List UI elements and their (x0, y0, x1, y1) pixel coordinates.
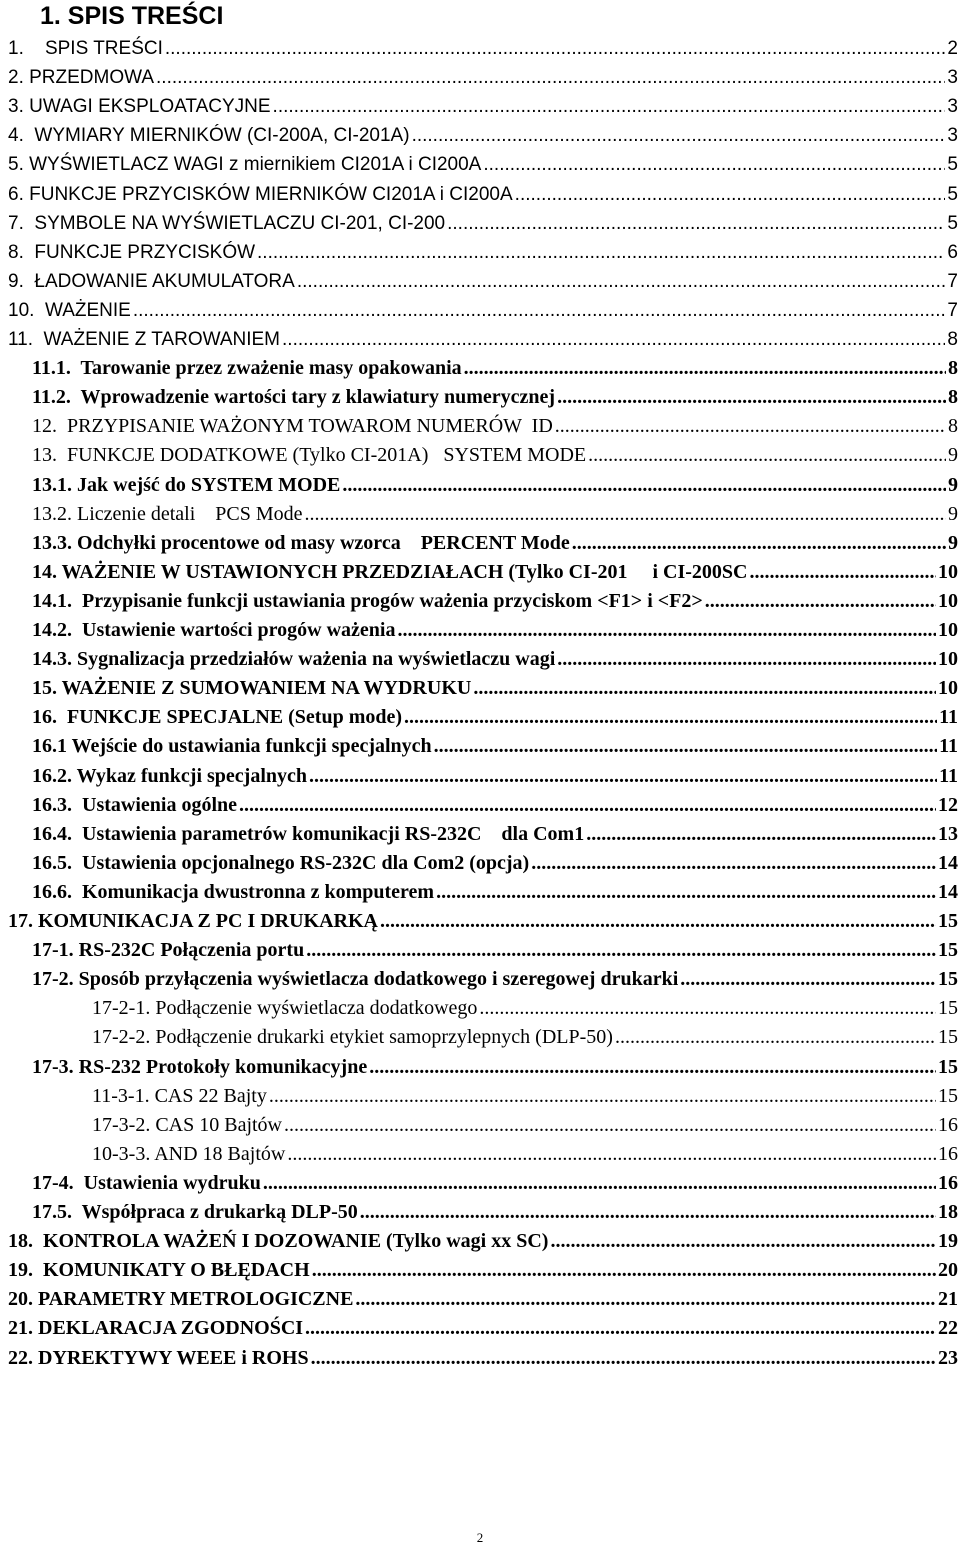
toc-entry-page: 13 (938, 822, 958, 845)
dot-leader (680, 965, 936, 994)
dot-leader (483, 150, 945, 179)
toc-entry-page: 5 (947, 183, 958, 205)
toc-entry-label: 7. SYMBOLE NA WYŚWIETLACZU CI-201, CI-200 (8, 212, 446, 234)
toc-entry-page: 16 (938, 1171, 958, 1194)
dot-leader (447, 209, 945, 238)
toc-entry-label: 14.2. Ustawienie wartości progów ważenia (32, 619, 396, 641)
toc-entry-label: 17-3. RS-232 Protokoły komunikacyjne (32, 1055, 368, 1078)
toc-entry[interactable] (8, 907, 958, 936)
toc-entry-label: 16.4. Ustawienia parametrów komunikacji RS-232C dla Com1 (32, 822, 585, 845)
toc-entry[interactable] (32, 500, 958, 529)
toc-entry[interactable] (32, 820, 958, 849)
toc-entry[interactable] (32, 703, 958, 732)
dot-leader (360, 1198, 936, 1227)
toc-entry-label: 10-3-3. AND 18 Bajtów (92, 1142, 286, 1165)
toc-entry[interactable] (8, 267, 958, 296)
toc-entry-label: 3. UWAGI EKSPLOATACYJNE (8, 96, 271, 118)
toc-entry-page: 7 (947, 270, 958, 292)
toc-entry[interactable] (32, 412, 958, 441)
toc-entry[interactable] (8, 121, 958, 150)
toc-entry[interactable] (32, 936, 958, 965)
toc-entry-page: 15 (938, 910, 958, 932)
toc-entry-label: 14.3. Sygnalizacja przedziałów ważenia na wyświetlaczu wagi (32, 648, 556, 671)
toc-entry[interactable] (32, 762, 958, 791)
dot-leader (531, 849, 936, 878)
toc-entry-label: 11-3-1. CAS 22 Bajty (92, 1084, 267, 1107)
toc-entry-label: 17-2-1. Podłączenie wyświetlacza dodatkowego (92, 997, 478, 1020)
toc-entry-page: 3 (947, 67, 958, 89)
toc-entry-label: 6. FUNKCJE PRZYCISKÓW MIERNIKÓW CI201A i CI200A (8, 183, 513, 205)
toc-entry-page: 15 (938, 1026, 958, 1049)
toc-entry[interactable] (92, 1111, 958, 1140)
dot-leader (705, 587, 936, 616)
toc-entry[interactable] (8, 1344, 958, 1373)
toc-entry-page: 15 (938, 1055, 958, 1078)
dot-leader (555, 412, 946, 441)
toc-entry-page: 9 (948, 444, 958, 467)
toc-entry-label: 17-2-2. Podłączenie drukarki etykiet samoprzylepnych (DLP-50) (92, 1026, 613, 1049)
toc-entry-label: 16.3. Ustawienia ogólne (32, 793, 237, 816)
toc-entry-page: 10 (938, 648, 958, 671)
dot-leader (306, 936, 936, 965)
toc-entry[interactable] (32, 1053, 958, 1082)
toc-entry-page: 15 (938, 1084, 958, 1107)
dot-leader (586, 820, 936, 849)
dot-leader (380, 907, 936, 936)
toc-entry-label: 17.5. Współpraca z drukarką DLP-50 (32, 1201, 358, 1223)
toc-entry[interactable] (32, 1198, 958, 1227)
toc-entry-page: 19 (938, 1230, 958, 1253)
toc-entry-label: 5. WYŚWIETLACZ WAGI z miernikiem CI201A i CI200A (8, 154, 482, 176)
toc-entry-page: 15 (938, 997, 958, 1020)
toc-entry-label: 13.1. Jak wejść do SYSTEM MODE (32, 473, 341, 496)
dot-leader (750, 558, 937, 587)
toc-entry-page: 6 (947, 241, 958, 263)
dot-leader (369, 1053, 936, 1082)
toc-entry-label: 17-3-2. CAS 10 Bajtów (92, 1113, 282, 1136)
dot-leader (287, 1140, 936, 1169)
toc-entry-page: 18 (938, 1201, 958, 1223)
toc-entry[interactable] (32, 849, 958, 878)
toc-entry[interactable] (32, 878, 958, 907)
dot-leader (588, 441, 946, 470)
toc-entry-page: 20 (938, 1259, 958, 1282)
toc-entry[interactable] (8, 1314, 958, 1343)
dot-leader (397, 616, 936, 645)
toc-entry-page: 8 (948, 415, 958, 438)
toc-entry-page: 12 (938, 793, 958, 816)
toc-entry[interactable] (8, 1227, 958, 1256)
dot-leader (297, 267, 946, 296)
toc-entry-page: 5 (947, 154, 958, 176)
toc-entry-label: 13.3. Odchyłki procentowe od masy wzorca PERCENT Mode (32, 531, 570, 554)
toc-entry-label: 11. WAŻENIE Z TAROWANIEM (8, 329, 281, 350)
toc-entry-page: 9 (948, 502, 958, 525)
toc-entry-page: 22 (938, 1317, 958, 1340)
toc-entry[interactable] (92, 1082, 958, 1111)
toc-entry[interactable] (8, 150, 958, 179)
section-heading: 1. SPIS TREŚCI (40, 2, 224, 30)
toc-entry[interactable] (32, 732, 958, 761)
toc-entry-page: 21 (938, 1288, 958, 1311)
toc-entry-page: 14 (938, 851, 958, 874)
dot-leader (404, 703, 937, 732)
toc-entry-label: 15. WAŻENIE Z SUMOWANIEM NA WYDRUKU (32, 677, 472, 700)
toc-entry-label: 8. FUNKCJE PRZYCISKÓW (8, 241, 256, 263)
dot-leader (436, 878, 936, 907)
toc-entry[interactable] (32, 965, 958, 994)
dot-leader (515, 180, 946, 209)
toc-entry-label: 17-1. RS-232C Połączenia portu (32, 939, 305, 962)
toc-entry[interactable] (32, 1169, 958, 1198)
toc-entry-label: 13. FUNKCJE DODATKOWE (Tylko CI-201A) SYSTEM MODE (32, 444, 587, 467)
dot-leader (312, 1256, 936, 1285)
dot-leader (156, 63, 945, 92)
toc-entry-label: 17-4. Ustawienia wydruku (32, 1171, 261, 1194)
toc-entry[interactable] (92, 1023, 958, 1052)
toc-entry[interactable] (32, 587, 958, 616)
toc-entry-label: 14. WAŻENIE W USTAWIONYCH PRZEDZIAŁACH (Tylko CI-201 i CI-200SC (32, 560, 748, 583)
toc-entry[interactable] (92, 1140, 958, 1169)
toc-entry[interactable] (8, 63, 958, 92)
toc-entry[interactable] (32, 354, 958, 383)
toc-entry-page: 10 (938, 619, 958, 641)
toc-entry[interactable] (32, 441, 958, 470)
toc-entry[interactable] (32, 471, 958, 500)
toc-entry-page: 9 (948, 473, 958, 496)
dot-leader (263, 1169, 936, 1198)
toc-entry[interactable] (8, 238, 958, 267)
toc-entry-page: 9 (948, 531, 958, 554)
dot-leader (557, 645, 936, 674)
toc-entry[interactable] (8, 1256, 958, 1285)
toc-entry-label: 18. KONTROLA WAŻEŃ I DOZOWANIE (Tylko wagi xx SC) (8, 1230, 549, 1253)
toc-entry-label: 17. KOMUNIKACJA Z PC I DRUKARKĄ (8, 910, 378, 932)
toc-entry-page: 5 (947, 212, 958, 234)
toc-entry-label: 4. WYMIARY MIERNIKÓW (CI-200A, CI-201A) (8, 125, 410, 147)
toc-entry[interactable] (8, 1285, 958, 1314)
dot-leader (273, 92, 946, 121)
toc-entry-page: 15 (938, 968, 958, 991)
toc-entry-label: 2. PRZEDMOWA (8, 67, 155, 89)
dot-leader (311, 1344, 936, 1373)
toc-entry[interactable] (8, 34, 958, 63)
dot-leader (479, 994, 936, 1023)
dot-leader (309, 762, 937, 791)
toc-entry-page: 11 (939, 764, 958, 787)
toc-entry-page: 10 (938, 589, 958, 612)
dot-leader (355, 1285, 936, 1314)
toc-entry[interactable] (8, 325, 958, 354)
dot-leader (572, 529, 946, 558)
toc-entry-page: 8 (948, 386, 958, 409)
toc-entry[interactable] (8, 180, 958, 209)
dot-leader (269, 1082, 936, 1111)
toc-entry-page: 3 (947, 125, 958, 147)
dot-leader (615, 1023, 936, 1052)
toc-entry[interactable] (92, 994, 958, 1023)
toc-entry-label: 10. WAŻENIE (8, 299, 131, 321)
toc-entry-page: 7 (947, 299, 958, 321)
toc-entry[interactable] (32, 645, 958, 674)
dot-leader (550, 1227, 936, 1256)
dot-leader (557, 383, 946, 412)
dot-leader (239, 791, 936, 820)
toc-entry[interactable] (32, 616, 958, 645)
toc-entry-page: 10 (938, 560, 958, 583)
toc-entry-page: 3 (947, 96, 958, 118)
dot-leader (473, 674, 936, 703)
toc-entry-label: 21. DEKLARACJA ZGODNOŚCI (8, 1317, 304, 1340)
toc-entry[interactable] (8, 92, 958, 121)
dot-leader (133, 296, 946, 325)
toc-entry-label: 16. FUNKCJE SPECJALNE (Setup mode) (32, 706, 403, 729)
toc-entry-page: 16 (938, 1113, 958, 1136)
toc-entry-page: 23 (938, 1346, 958, 1369)
dot-leader (305, 500, 946, 529)
toc-entry[interactable] (32, 558, 958, 587)
toc-entry-page: 11 (939, 735, 958, 758)
toc-entry-label: 11.1. Tarowanie przez zważenie masy opakowania (32, 357, 462, 380)
toc-entry[interactable] (32, 383, 958, 412)
toc-entry-page: 14 (938, 880, 958, 903)
toc-entry-label: 13.2. Liczenie detali PCS Mode (32, 502, 303, 525)
toc-entry[interactable] (8, 209, 958, 238)
toc-entry-label: 11.2. Wprowadzenie wartości tary z klawiatury numerycznej (32, 386, 556, 409)
toc-entry-page: 15 (938, 939, 958, 962)
toc-entry-page: 10 (938, 677, 958, 700)
toc-entry-label: 16.6. Komunikacja dwustronna z komputerem (32, 880, 435, 903)
toc-entry-label: 9. ŁADOWANIE AKUMULATORA (8, 270, 295, 292)
toc-entry[interactable] (32, 674, 958, 703)
toc-entry-label: 20. PARAMETRY METROLOGICZNE (8, 1288, 354, 1311)
toc-entry-page: 16 (938, 1142, 958, 1165)
toc-entry-page: 11 (939, 706, 958, 729)
toc-entry-label: 17-2. Sposób przyłączenia wyświetlacza dodatkowego i szeregowej drukarki (32, 968, 679, 991)
dot-leader (464, 354, 946, 383)
dot-leader (284, 1111, 936, 1140)
toc-entry-label: 1. SPIS TREŚCI (8, 38, 163, 59)
toc-entry-label: 12. PRZYPISANIE WAŻONYM TOWAROM NUMERÓW ID (32, 415, 553, 438)
dot-leader (257, 238, 945, 267)
toc-entry[interactable] (8, 296, 958, 325)
toc-entry-label: 16.5. Ustawienia opcjonalnego RS-232C dla Com2 (opcja) (32, 851, 530, 874)
dot-leader (342, 471, 946, 500)
toc-entry-page: 2 (947, 38, 958, 59)
page-number: 2 (476, 1530, 484, 1545)
dot-leader (305, 1314, 936, 1343)
dot-leader (412, 121, 946, 150)
toc-entry-label: 14.1. Przypisanie funkcji ustawiania progów ważenia przyciskom <F1> i <F2> (32, 589, 703, 612)
dot-leader (282, 325, 945, 354)
toc-entry[interactable] (32, 529, 958, 558)
toc-entry-page: 8 (948, 357, 958, 380)
toc-entry-page: 8 (947, 329, 958, 350)
toc-entry-label: 22. DYREKTYWY WEEE i ROHS (8, 1346, 309, 1369)
dot-leader (434, 732, 937, 761)
toc-entry-label: 16.1 Wejście do ustawiania funkcji specjalnych (32, 735, 432, 758)
toc-entry-label: 19. KOMUNIKATY O BŁĘDACH (8, 1259, 310, 1282)
toc-entry-label: 16.2. Wykaz funkcji specjalnych (32, 764, 308, 787)
toc-entry[interactable] (32, 791, 958, 820)
dot-leader (165, 34, 946, 63)
